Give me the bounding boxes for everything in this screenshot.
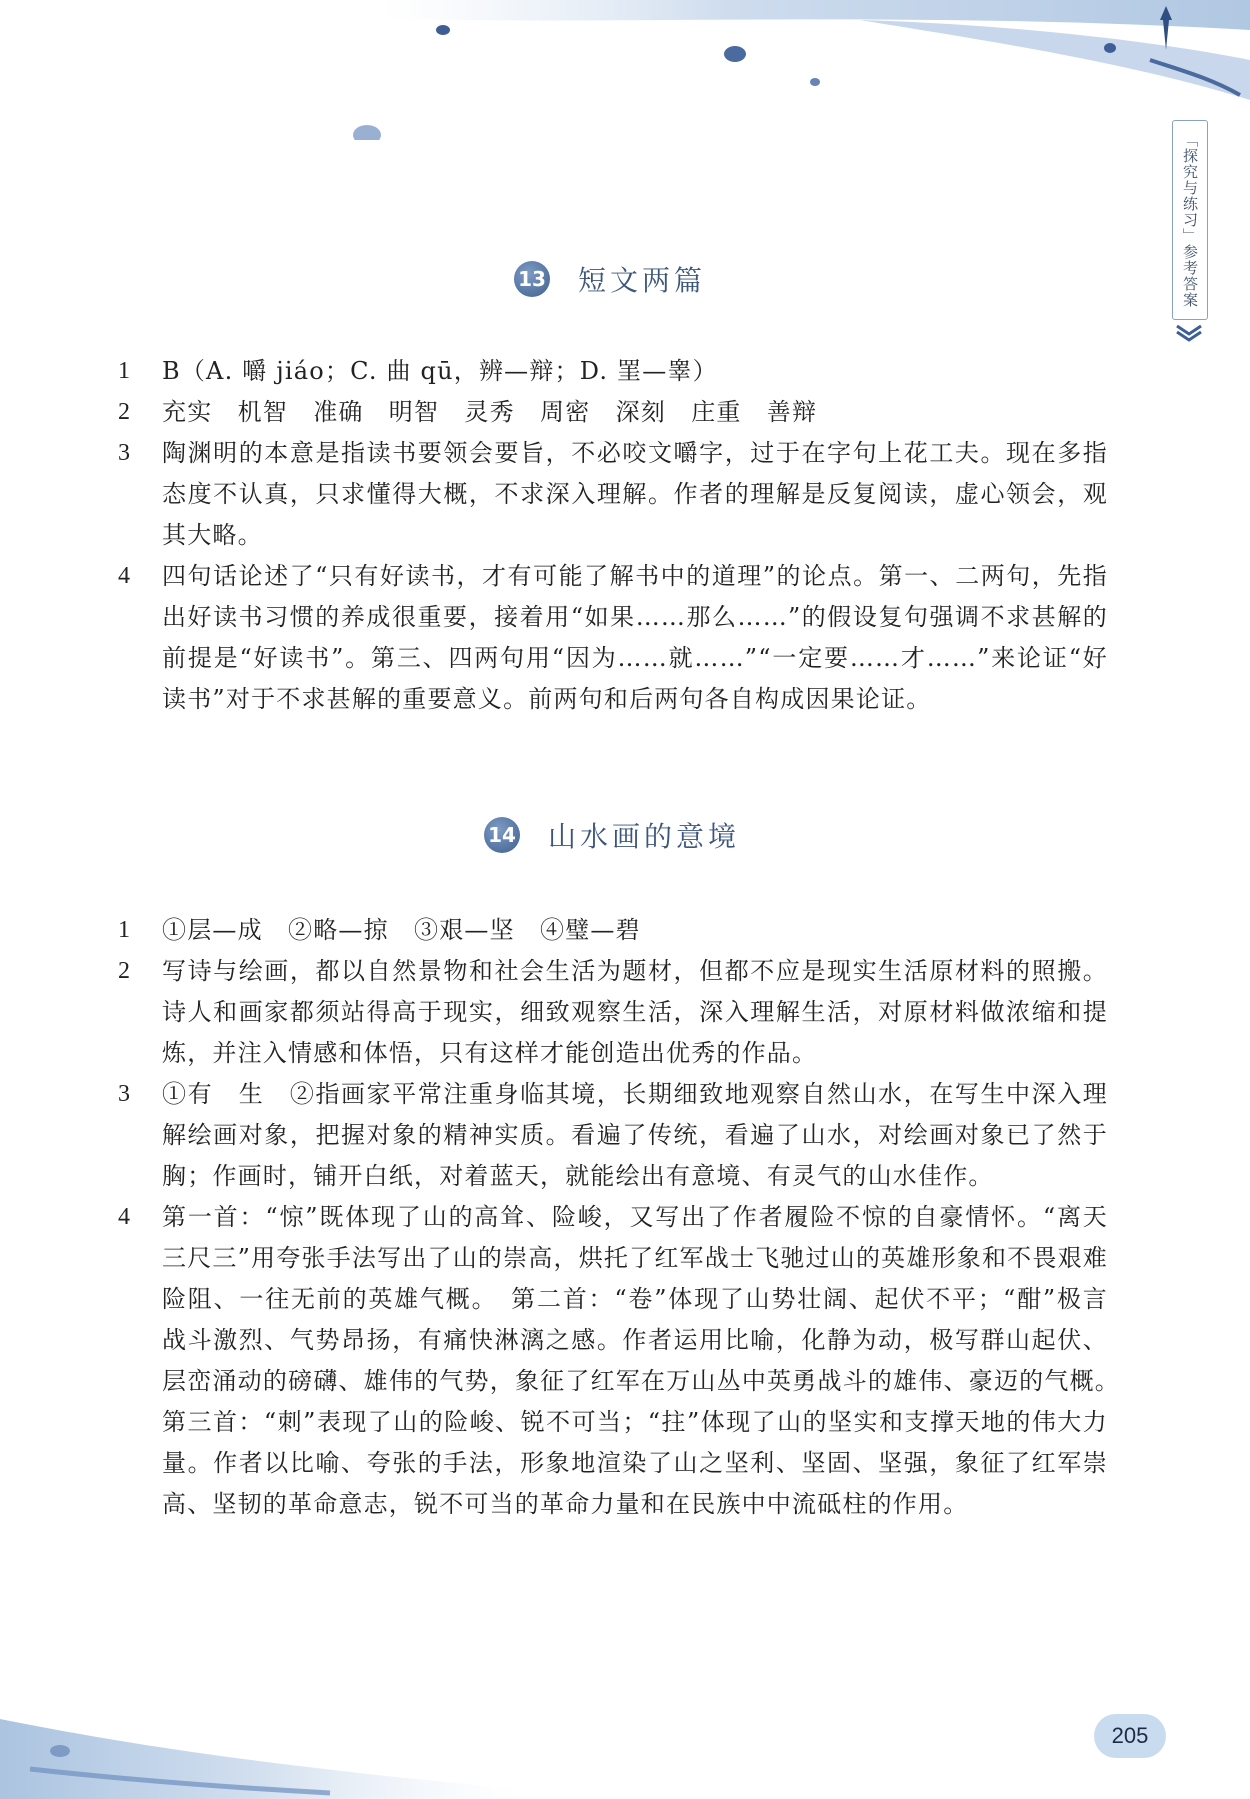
top-ink-decoration bbox=[0, 0, 1250, 140]
answer-list-13 bbox=[118, 351, 1108, 720]
answer-item bbox=[118, 1074, 1108, 1197]
section-number-badge: 13 bbox=[514, 261, 550, 297]
page-number: 205 bbox=[1094, 1714, 1166, 1758]
answer-text: 陶渊明的本意是指读书要领会要旨，不必咬文嚼字，过于在字句上花工夫。现在多指态度不认真，只求懂得大概，不求深入理解。作者的理解是反复阅读，虚心领会，观其大略。 bbox=[162, 439, 1108, 549]
section-title-14 bbox=[484, 815, 740, 855]
side-tab-label: 「探究与练习」参考答案 bbox=[1172, 120, 1208, 320]
answer-item bbox=[118, 392, 1108, 433]
answer-number: 4 bbox=[118, 563, 130, 589]
answer-text: 写诗与绘画，都以自然景物和社会生活为题材，但都不应是现实生活原材料的照搬。诗人和画家都须站得高于现实，细致观察生活，深入理解生活，对原材料做浓缩和提炼，并注入情感和体悟，只有这样才能创造出优秀的作品。 bbox=[162, 957, 1108, 1067]
answer-number: 3 bbox=[118, 440, 130, 466]
section-number-badge: 14 bbox=[484, 817, 520, 853]
answer-list-14 bbox=[118, 910, 1134, 1525]
answer-number: 3 bbox=[118, 1081, 130, 1107]
chevron-down-icon bbox=[1174, 322, 1204, 342]
answer-number: 1 bbox=[118, 917, 130, 943]
answer-text: 第一首：“惊”既体现了山的高耸、险峻，又写出了作者履险不惊的自豪情怀。“离天三尺三”用夸张手法写出了山的崇高，烘托了红军战士飞驰过山的英雄形象和不畏艰难险阻、一往无前的英雄气概。 第二首：“卷”体现了山势壮阔、起伏不平；“酣”极言战斗激烈、气势昂扬，有痛快淋漓之感。作者运用比喻，化静为动，极写群山起伏、层峦涌动的磅礴、雄伟的气势，象征了红军在万山丛中英勇战斗的雄伟、豪迈的气概。 第三首：“刺”表现了山的险峻、锐不可当；“拄”体现了山的坚实和支撑天地的伟大力量。作者以比喻、夸张的手法，形象地渲染了山之坚利、坚固、坚强，象征了红军崇高、坚韧的革命意志，锐不可当的革命力量和在民族中中流砥柱的作用。 bbox=[162, 1203, 1134, 1518]
answer-number: 4 bbox=[118, 1204, 130, 1230]
answer-item bbox=[118, 1197, 1134, 1525]
answer-text: B（A. 嚼 jiáo；C. 曲 qū，辨—辩；D. 罣—睾） bbox=[162, 357, 718, 385]
answer-number: 2 bbox=[118, 958, 130, 984]
answer-text: 充实 机智 准确 明智 灵秀 周密 深刻 庄重 善辩 bbox=[162, 398, 818, 426]
answer-item bbox=[118, 951, 1108, 1074]
answer-text: ①有 生 ②指画家平常注重身临其境，长期细致地观察自然山水，在写生中深入理解绘画对象，把握对象的精神实质。看遍了传统，看遍了山水，对绘画对象已了然于胸；作画时，铺开白纸，对着蓝天，就能绘出有意境、有灵气的山水佳作。 bbox=[162, 1080, 1108, 1190]
bottom-ink-decoration bbox=[0, 1659, 1250, 1799]
section-title-13 bbox=[514, 259, 706, 299]
answer-number: 2 bbox=[118, 399, 130, 425]
section-title-text: 山水画的意境 bbox=[548, 820, 741, 853]
answer-text: ①层—成 ②略—掠 ③艰—坚 ④璧—碧 bbox=[162, 916, 641, 944]
answer-text: 四句话论述了“只有好读书，才有可能了解书中的道理”的论点。第一、二两句，先指出好读书习惯的养成很重要，接着用“如果……那么……”的假设复句强调不求甚解的前提是“好读书”。第三、四两句用“因为……就……”“一定要……才……”来论证“好读书”对于不求甚解的重要意义。前两句和后两句各自构成因果论证。 bbox=[162, 562, 1108, 713]
answer-number: 1 bbox=[118, 358, 130, 384]
answer-item bbox=[118, 556, 1108, 720]
answer-item bbox=[118, 351, 1108, 392]
answer-item bbox=[118, 910, 1108, 951]
answer-item bbox=[118, 433, 1108, 556]
section-title-text: 短文两篇 bbox=[578, 264, 707, 297]
